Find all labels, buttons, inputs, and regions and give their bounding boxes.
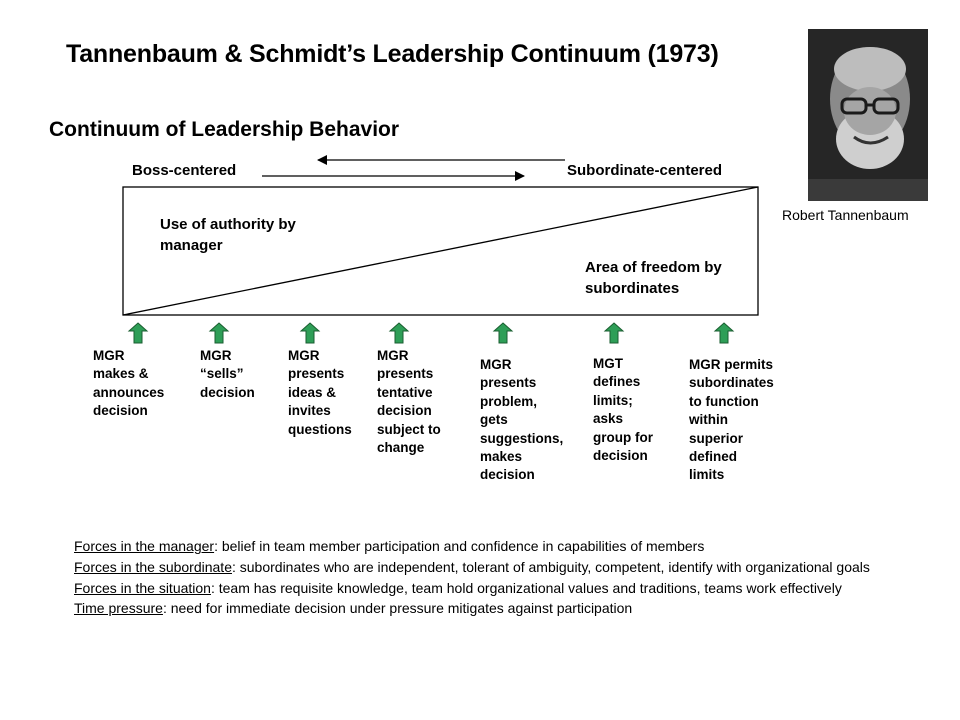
authority-area-label: Use of authority by manager	[160, 216, 296, 254]
behavior-arrow-5	[494, 323, 512, 343]
behavior-arrows	[129, 323, 733, 343]
forces-list	[74, 536, 934, 619]
time-pressure-label: Time pressure	[74, 600, 163, 617]
behavior-arrow-4	[390, 323, 408, 343]
forces-manager-label: Forces in the manager	[74, 538, 215, 554]
behavior-1: MGR makes & announces decision	[93, 348, 165, 419]
forces-subordinate-text: : subordinates who are independent, tolerant of ambiguity, competent, identify with organizational goals	[231, 558, 870, 575]
behavior-arrow-2	[210, 323, 228, 343]
portrait-caption: Robert Tannenbaum	[782, 207, 909, 223]
forces-situation-label: Forces in the situation	[74, 579, 211, 596]
subordinate-centered-label: Subordinate-centered	[567, 162, 723, 179]
freedom-area-label: Area of freedom by subordinates	[585, 259, 722, 297]
time-pressure	[74, 598, 934, 619]
behavior-7: MGR permits subordinates to function within superior defined limits	[689, 357, 774, 483]
forces-subordinate	[74, 557, 934, 578]
forces-situation	[74, 578, 934, 599]
behavior-6: MGT defines limits; asks group for decision	[593, 356, 653, 464]
forces-subordinate-label: Forces in the subordinate	[74, 558, 232, 575]
forces-manager-text: : belief in team member participation and confidence in capabilities of members	[214, 538, 705, 554]
behavior-2: MGR “sells” decision	[200, 348, 255, 400]
behavior-arrow-6	[605, 323, 623, 343]
behavior-arrow-3	[301, 323, 319, 343]
behavior-5: MGR presents problem, gets suggestions, makes decision	[480, 357, 564, 483]
forces-situation-text: : team has requisite knowledge, team hold organizational values and traditions, teams work effectively	[210, 579, 842, 596]
page-title: Tannenbaum & Schmidt’s Leadership Continuum (1973)	[66, 40, 719, 68]
behavior-arrow-7	[715, 323, 733, 343]
time-pressure-text: : need for immediate decision under pressure mitigates against participation	[162, 600, 633, 617]
boss-centered-label: Boss-centered	[132, 162, 237, 179]
diagram-title: Continuum of Leadership Behavior	[49, 118, 400, 141]
forces-manager	[74, 536, 934, 557]
behavior-arrow-1	[129, 323, 147, 343]
behavior-3: MGR presents ideas & invites questions	[288, 348, 352, 437]
behavior-4: MGR presents tentative decision subject to change	[377, 348, 441, 456]
